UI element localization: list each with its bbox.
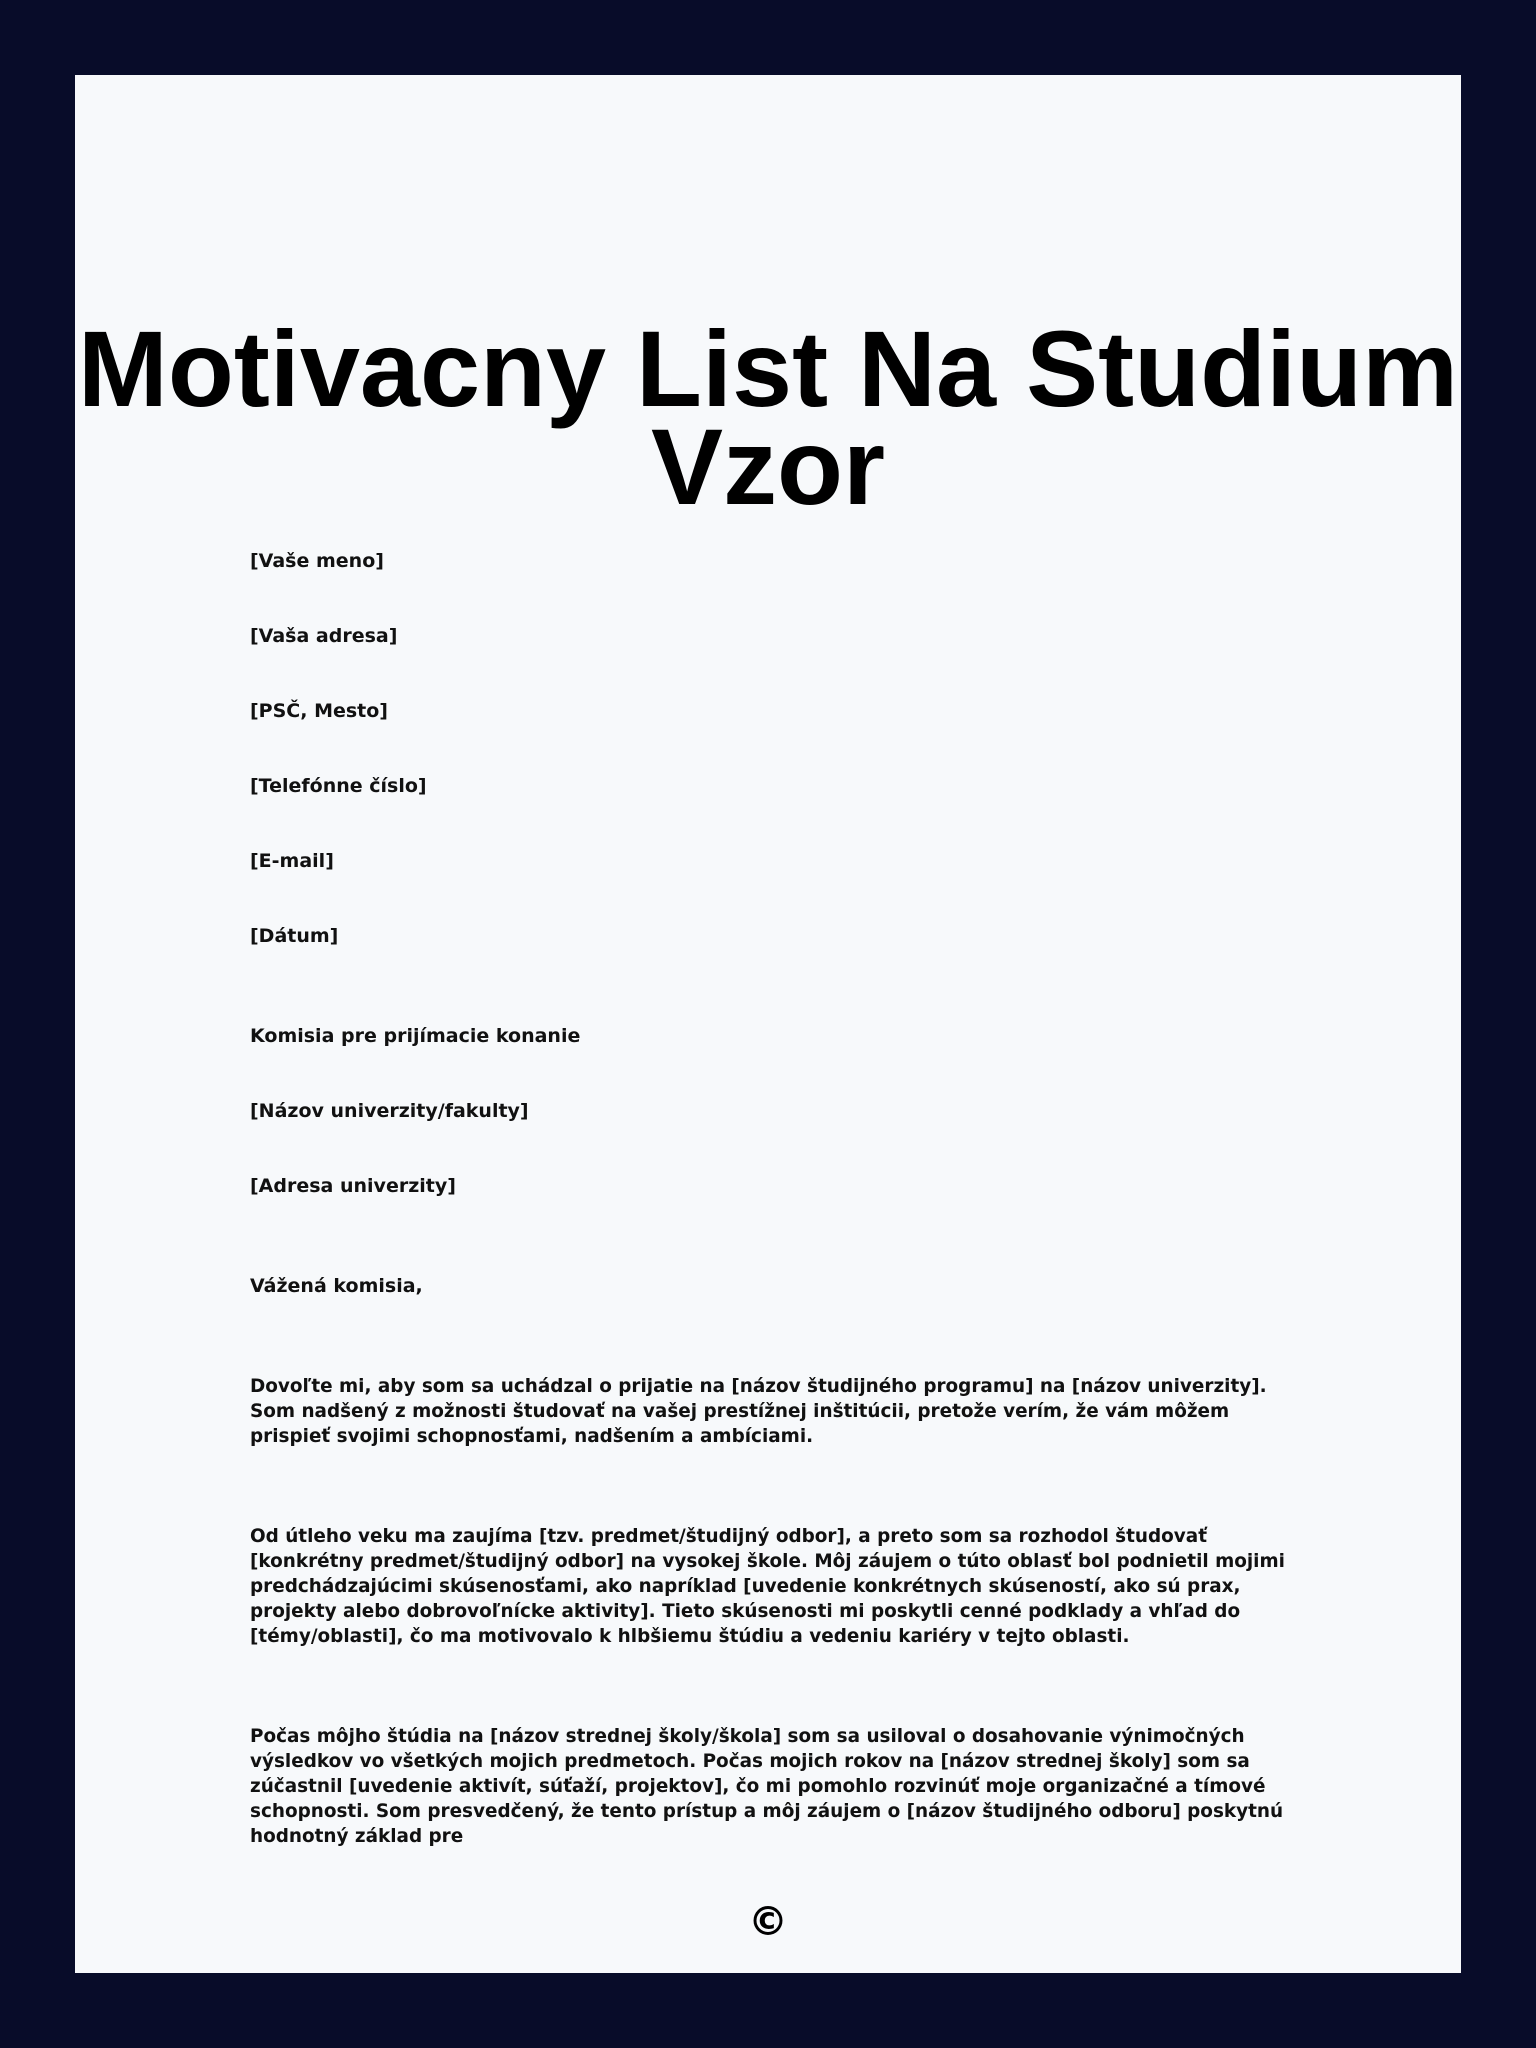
copyright-icon: ©	[748, 1899, 788, 1945]
paragraph-3: Počas môjho štúdia na [názov strednej školy/škola] som sa usiloval o dosahovanie výnimočných výsledkov vo všetkých mojich predmetoch. Počas mojich rokov na [názov strednej školy] som sa zúčastnil [uvedenie aktivít, súťaží, projektov], čo mi pomohlo rozvinúť moje organizačné a tímové schopnosti. Som presvedčený, že tento prístup a môj záujem o [názov študijného odboru] poskytnú hodnotný základ pre	[250, 1726, 1284, 1847]
letter-date: [Dátum]	[250, 925, 339, 947]
sender-email: [E-mail]	[250, 850, 334, 872]
salutation: Vážená komisia,	[250, 1275, 423, 1297]
sender-postal-city: [PSČ, Mesto]	[250, 700, 388, 722]
sender-name: [Vaše meno]	[250, 550, 384, 572]
document-title: Motivacny List Na Studium Vzor	[77, 308, 1459, 527]
sender-phone: [Telefónne číslo]	[250, 775, 427, 797]
letter-page	[75, 75, 1461, 1973]
paragraph-1: Dovoľte mi, aby som sa uchádzal o prijatie na [názov študijného programu] na [názov univerzity]. Som nadšený z možnosti študovať na vašej prestížnej inštitúcii, pretože verím, že vám môžem prispieť svojimi schopnosťami, nadšením a ambíciami.	[250, 1376, 1267, 1447]
recipient-committee: Komisia pre prijímacie konanie	[250, 1025, 581, 1047]
recipient-address: [Adresa univerzity]	[250, 1175, 456, 1197]
recipient-university: [Názov univerzity/fakulty]	[250, 1100, 529, 1122]
sender-address: [Vaša adresa]	[250, 625, 398, 647]
paragraph-2: Od útleho veku ma zaujíma [tzv. predmet/študijný odbor], a preto som sa rozhodol študovať [konkrétny predmet/študijný odbor] na vysokej škole. Môj záujem o túto oblasť bol podnietil mojimi predchádzajúcimi skúsenosťami, ako napríklad [uvedenie konkrétnych skúseností, ako sú prax, projekty alebo dobrovoľnícke aktivity]. Tieto skúsenosti mi poskytli cenné podklady a vhľad do [témy/oblasti], čo ma motivovalo k hlbšiemu štúdiu a vedeniu kariéry v tejto oblasti.	[250, 1526, 1285, 1647]
